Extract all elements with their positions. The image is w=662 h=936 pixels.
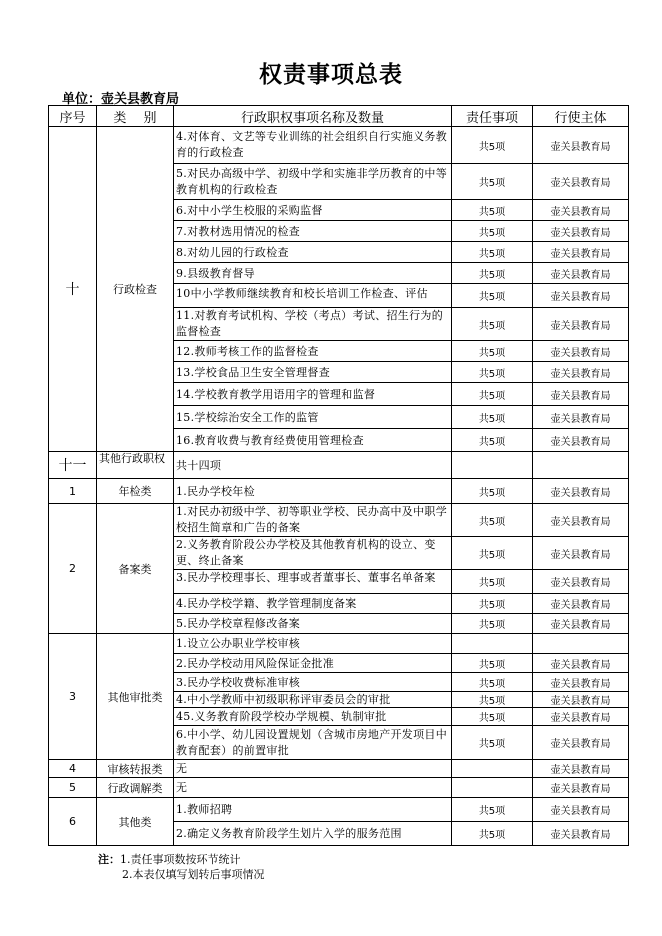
item-actor: 壶关县教育局 [533, 127, 629, 164]
unit-label: 单位：壶关县教育局 [62, 92, 180, 107]
group-category: 年检类 [97, 479, 174, 504]
header-category: 类 别 [97, 106, 174, 127]
item-name: 4.中小学教师中初级职称评审委员会的审批 [174, 692, 452, 708]
item-responsibility: 共5项 [452, 570, 533, 594]
table-row [49, 798, 629, 822]
item-responsibility: 共5项 [452, 263, 533, 284]
item-actor: 壶关县教育局 [533, 654, 629, 673]
item-responsibility: 共5项 [452, 200, 533, 221]
item-name: 共十四项 [174, 452, 452, 479]
group-category: 其他审批类 [97, 634, 174, 760]
item-actor: 壶关县教育局 [533, 284, 629, 308]
item-responsibility: 共5项 [452, 308, 533, 341]
table-row [49, 634, 629, 654]
item-name: 45.义务教育阶段学校办学规模、轨制审批 [174, 708, 452, 726]
item-name: 10中小学教师继续教育和校长培训工作检查、评估 [174, 284, 452, 308]
page-title: 权责事项总表 [259, 61, 403, 88]
group-number: 5 [49, 778, 97, 798]
item-name: 3.民办学校理事长、理事或者董事长、董事名单备案 [174, 570, 452, 594]
item-name: 4.民办学校学籍、教学管理制度备案 [174, 594, 452, 614]
item-name: 2.确定义务教育阶段学生划片入学的服务范围 [174, 822, 452, 846]
header-responsibility: 责任事项 [452, 106, 533, 127]
item-actor: 壶关县教育局 [533, 341, 629, 362]
item-actor: 壶关县教育局 [533, 479, 629, 504]
item-actor [533, 634, 629, 654]
footnote-line-1 [98, 852, 265, 867]
item-actor: 壶关县教育局 [533, 692, 629, 708]
section-category: 其他行政职权 [97, 452, 174, 479]
item-responsibility: 共5项 [452, 537, 533, 570]
item-name: 8.对幼儿园的行政检查 [174, 242, 452, 263]
item-actor: 壶关县教育局 [533, 594, 629, 614]
item-responsibility: 共5项 [452, 341, 533, 362]
footnote [98, 852, 265, 882]
table-row [49, 127, 629, 164]
item-responsibility: 共5项 [452, 242, 533, 263]
group-number: 1 [49, 479, 97, 504]
item-responsibility: 共5项 [452, 708, 533, 726]
footnote-text-2: 2.本表仅填写划转后事项情况 [122, 868, 265, 881]
table-row [49, 778, 629, 798]
item-responsibility [452, 634, 533, 654]
item-actor: 壶关县教育局 [533, 822, 629, 846]
item-responsibility: 共5项 [452, 383, 533, 406]
table-row [49, 479, 629, 504]
item-actor: 壶关县教育局 [533, 708, 629, 726]
item-actor: 壶关县教育局 [533, 406, 629, 429]
item-responsibility: 共5项 [452, 479, 533, 504]
item-responsibility: 共5项 [452, 798, 533, 822]
item-responsibility: 共5项 [452, 406, 533, 429]
item-name: 14.学校教育教学用语用字的管理和监督 [174, 383, 452, 406]
section-category: 行政检查 [97, 127, 174, 452]
item-actor: 壶关县教育局 [533, 798, 629, 822]
header-seq: 序号 [49, 106, 97, 127]
item-name: 无 [174, 778, 452, 798]
item-responsibility: 共5项 [452, 362, 533, 383]
item-actor: 壶关县教育局 [533, 570, 629, 594]
group-number: 6 [49, 798, 97, 846]
item-responsibility: 共5项 [452, 726, 533, 760]
item-name: 16.教育收费与教育经费使用管理检查 [174, 429, 452, 452]
item-responsibility: 共5项 [452, 221, 533, 242]
item-actor: 壶关县教育局 [533, 164, 629, 200]
item-responsibility: 共5项 [452, 673, 533, 692]
section-number: 十一 [49, 452, 97, 479]
section-number: 十 [49, 127, 97, 452]
item-name: 2.义务教育阶段公办学校及其他教育机构的设立、变更、终止备案 [174, 537, 452, 570]
item-responsibility: 共5项 [452, 164, 533, 200]
item-name: 6.对中小学生校服的采购监督 [174, 200, 452, 221]
item-name: 无 [174, 760, 452, 778]
item-name: 5.对民办高级中学、初级中学和实施非学历教育的中等教育机构的行政检查 [174, 164, 452, 200]
item-responsibility: 共5项 [452, 429, 533, 452]
item-name: 1.民办学校年检 [174, 479, 452, 504]
item-actor: 壶关县教育局 [533, 308, 629, 341]
item-name: 7.对教材选用情况的检查 [174, 221, 452, 242]
item-responsibility: 共5项 [452, 504, 533, 537]
item-actor: 壶关县教育局 [533, 726, 629, 760]
item-responsibility: 共5项 [452, 822, 533, 846]
item-name: 6.中小学、幼儿园设置规划（含城市房地产开发项目中教育配套）的前置审批 [174, 726, 452, 760]
item-name: 5.民办学校章程修改备案 [174, 614, 452, 634]
group-number: 4 [49, 760, 97, 778]
header-row [49, 106, 629, 127]
item-name: 2.民办学校动用风险保证金批准 [174, 654, 452, 673]
group-category: 行政调解类 [97, 778, 174, 798]
table-row [49, 760, 629, 778]
group-category: 其他类 [97, 798, 174, 846]
item-name: 12.教师考核工作的监督检查 [174, 341, 452, 362]
item-actor: 壶关县教育局 [533, 242, 629, 263]
group-category: 备案类 [97, 504, 174, 634]
item-name: 4.对体育、文艺等专业训练的社会组织自行实施义务教育的行政检查 [174, 127, 452, 164]
item-actor: 壶关县教育局 [533, 537, 629, 570]
item-actor: 壶关县教育局 [533, 200, 629, 221]
item-responsibility: 共5项 [452, 654, 533, 673]
footnote-label: 注： [98, 853, 120, 866]
item-name: 13.学校食品卫生安全管理督查 [174, 362, 452, 383]
item-name: 11.对教育考试机构、学校（考点）考试、招生行为的监督检查 [174, 308, 452, 341]
item-actor: 壶关县教育局 [533, 614, 629, 634]
item-responsibility: 共5项 [452, 692, 533, 708]
item-actor: 壶关县教育局 [533, 760, 629, 778]
item-name: 1.教师招聘 [174, 798, 452, 822]
item-actor: 壶关县教育局 [533, 778, 629, 798]
item-actor: 壶关县教育局 [533, 362, 629, 383]
table-row [49, 452, 629, 479]
item-responsibility: 共5项 [452, 594, 533, 614]
item-name: 1.设立公办职业学校审核 [174, 634, 452, 654]
item-name: 1.对民办初级中学、初等职业学校、民办高中及中职学校招生简章和广告的备案 [174, 504, 452, 537]
item-actor: 壶关县教育局 [533, 221, 629, 242]
header-actor: 行使主体 [533, 106, 629, 127]
item-name: 3.民办学校收费标准审核 [174, 673, 452, 692]
item-name: 15.学校综治安全工作的监管 [174, 406, 452, 429]
group-number: 3 [49, 634, 97, 760]
item-responsibility: 共5项 [452, 614, 533, 634]
header-name: 行政职权事项名称及数量 [174, 106, 452, 127]
group-number: 2 [49, 504, 97, 634]
item-actor: 壶关县教育局 [533, 383, 629, 406]
item-responsibility: 共5项 [452, 127, 533, 164]
item-actor: 壶关县教育局 [533, 504, 629, 537]
responsibility-table [48, 105, 629, 846]
item-responsibility: 共5项 [452, 284, 533, 308]
item-actor: 壶关县教育局 [533, 673, 629, 692]
footnote-text-1: 1.责任事项数按环节统计 [120, 853, 241, 866]
group-category: 审核转报类 [97, 760, 174, 778]
item-actor: 壶关县教育局 [533, 263, 629, 284]
item-name: 9.县级教育督导 [174, 263, 452, 284]
item-actor: 壶关县教育局 [533, 429, 629, 452]
table-row [49, 504, 629, 537]
